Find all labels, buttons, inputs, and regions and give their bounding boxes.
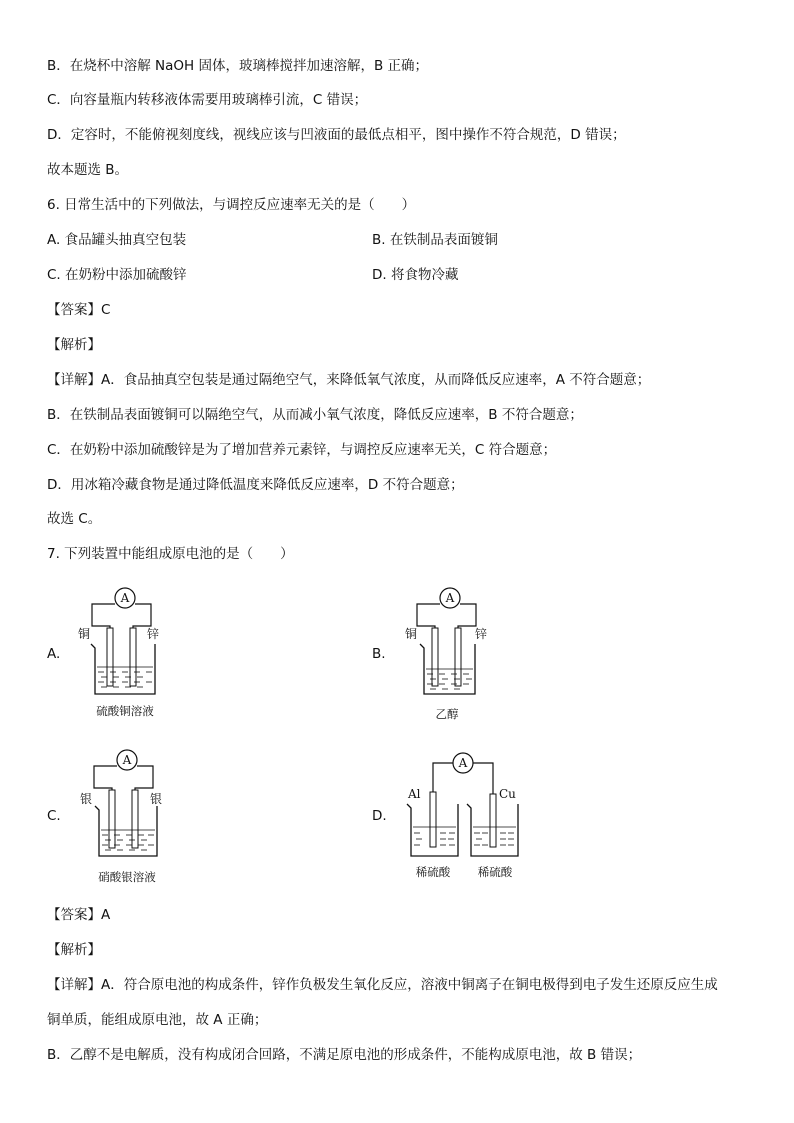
figure-d-two-beaker-cell: [400, 748, 540, 884]
svg-text:Al: Al: [408, 787, 421, 801]
question-6-detail-a: 【详解】A．食品抽真空包装是通过隔绝空气，来降低氧气浓度，从而降低反应速率，A 不符合题意；: [47, 372, 651, 388]
question-6-option-c: C. 在奶粉中添加硫酸锌: [47, 267, 187, 283]
svg-text:铜: 铜: [405, 627, 418, 641]
question-6-option-d: D. 将食物冷藏: [372, 267, 459, 283]
svg-text:锌: 锌: [147, 627, 160, 641]
question-6-selection: 故选 C。: [47, 511, 102, 527]
question-6-detail-b: B．在铁制品表面镀铜可以隔绝空气，从而减小氧气浓度，降低反应速率，B 不符合题意；: [47, 407, 583, 423]
figure-b-cell: [395, 582, 515, 722]
svg-text:乙醇: 乙醇: [435, 707, 459, 721]
figure-a-option-label: A.: [47, 646, 61, 662]
svg-text:稀硫酸: 稀硫酸: [477, 865, 513, 879]
question-7-detail-a-line1: 【详解】A．符合原电池的构成条件，锌作负极发生氧化反应，溶液中铜离子在铜电极得到电子发生还原反应生成: [47, 977, 718, 993]
svg-text:铜: 铜: [78, 627, 91, 641]
question-6-detail-d: D．用冰箱冷藏食物是通过降低温度来降低反应速率，D 不符合题意；: [47, 477, 464, 493]
svg-text:A: A: [445, 591, 455, 605]
svg-text:Cu: Cu: [499, 787, 516, 801]
question-7-detail-b: B．乙醇不是电解质，没有构成闭合回路，不满足原电池的形成条件，不能构成原电池，故 B 错误；: [47, 1047, 642, 1063]
figure-c-cell: [72, 744, 192, 884]
analysis-line-b: B．在烧杯中溶解 NaOH 固体，玻璃棒搅拌加速溶解，B 正确；: [47, 58, 429, 74]
question-6-option-a: A. 食品罐头抽真空包装: [47, 232, 187, 248]
question-6-analysis-heading: 【解析】: [47, 337, 101, 353]
svg-text:A: A: [122, 753, 132, 767]
conclusion-line: 故本题选 B。: [47, 162, 129, 178]
question-6-option-b: B. 在铁制品表面镀铜: [372, 232, 498, 248]
figure-c-option-label: C.: [47, 808, 61, 824]
svg-text:A: A: [120, 591, 130, 605]
question-6-detail-c: C．在奶粉中添加硫酸锌是为了增加营养元素锌，与调控反应速率无关，C 符合题意；: [47, 442, 557, 458]
analysis-line-d: D．定容时，不能俯视刻度线，视线应该与凹液面的最低点相平，图中操作不符合规范，D 错误；: [47, 127, 626, 143]
figure-d-option-label: D.: [372, 808, 387, 824]
svg-text:硝酸银溶液: 硝酸银溶液: [98, 870, 156, 884]
svg-text:锌: 锌: [475, 627, 488, 641]
figure-a-galvanic-cell: [70, 582, 190, 722]
question-7-stem: 7. 下列装置中能组成原电池的是（ ）: [47, 546, 294, 562]
svg-text:硫酸铜溶液: 硫酸铜溶液: [96, 704, 154, 718]
question-7-answer: 【答案】A: [47, 907, 111, 923]
question-7-analysis-heading: 【解析】: [47, 942, 101, 958]
svg-text:A: A: [458, 756, 468, 770]
question-7-detail-a-line2: 铜单质，能组成原电池，故 A 正确；: [47, 1012, 268, 1028]
svg-text:银: 银: [80, 792, 93, 806]
svg-text:银: 银: [150, 792, 163, 806]
question-6-answer: 【答案】C: [47, 302, 111, 318]
analysis-line-c: C．向容量瓶内转移液体需要用玻璃棒引流，C 错误；: [47, 92, 368, 108]
svg-text:稀硫酸: 稀硫酸: [415, 865, 451, 879]
figure-b-option-label: B.: [372, 646, 386, 662]
question-6-stem: 6. 日常生活中的下列做法，与调控反应速率无关的是（ ）: [47, 197, 416, 213]
